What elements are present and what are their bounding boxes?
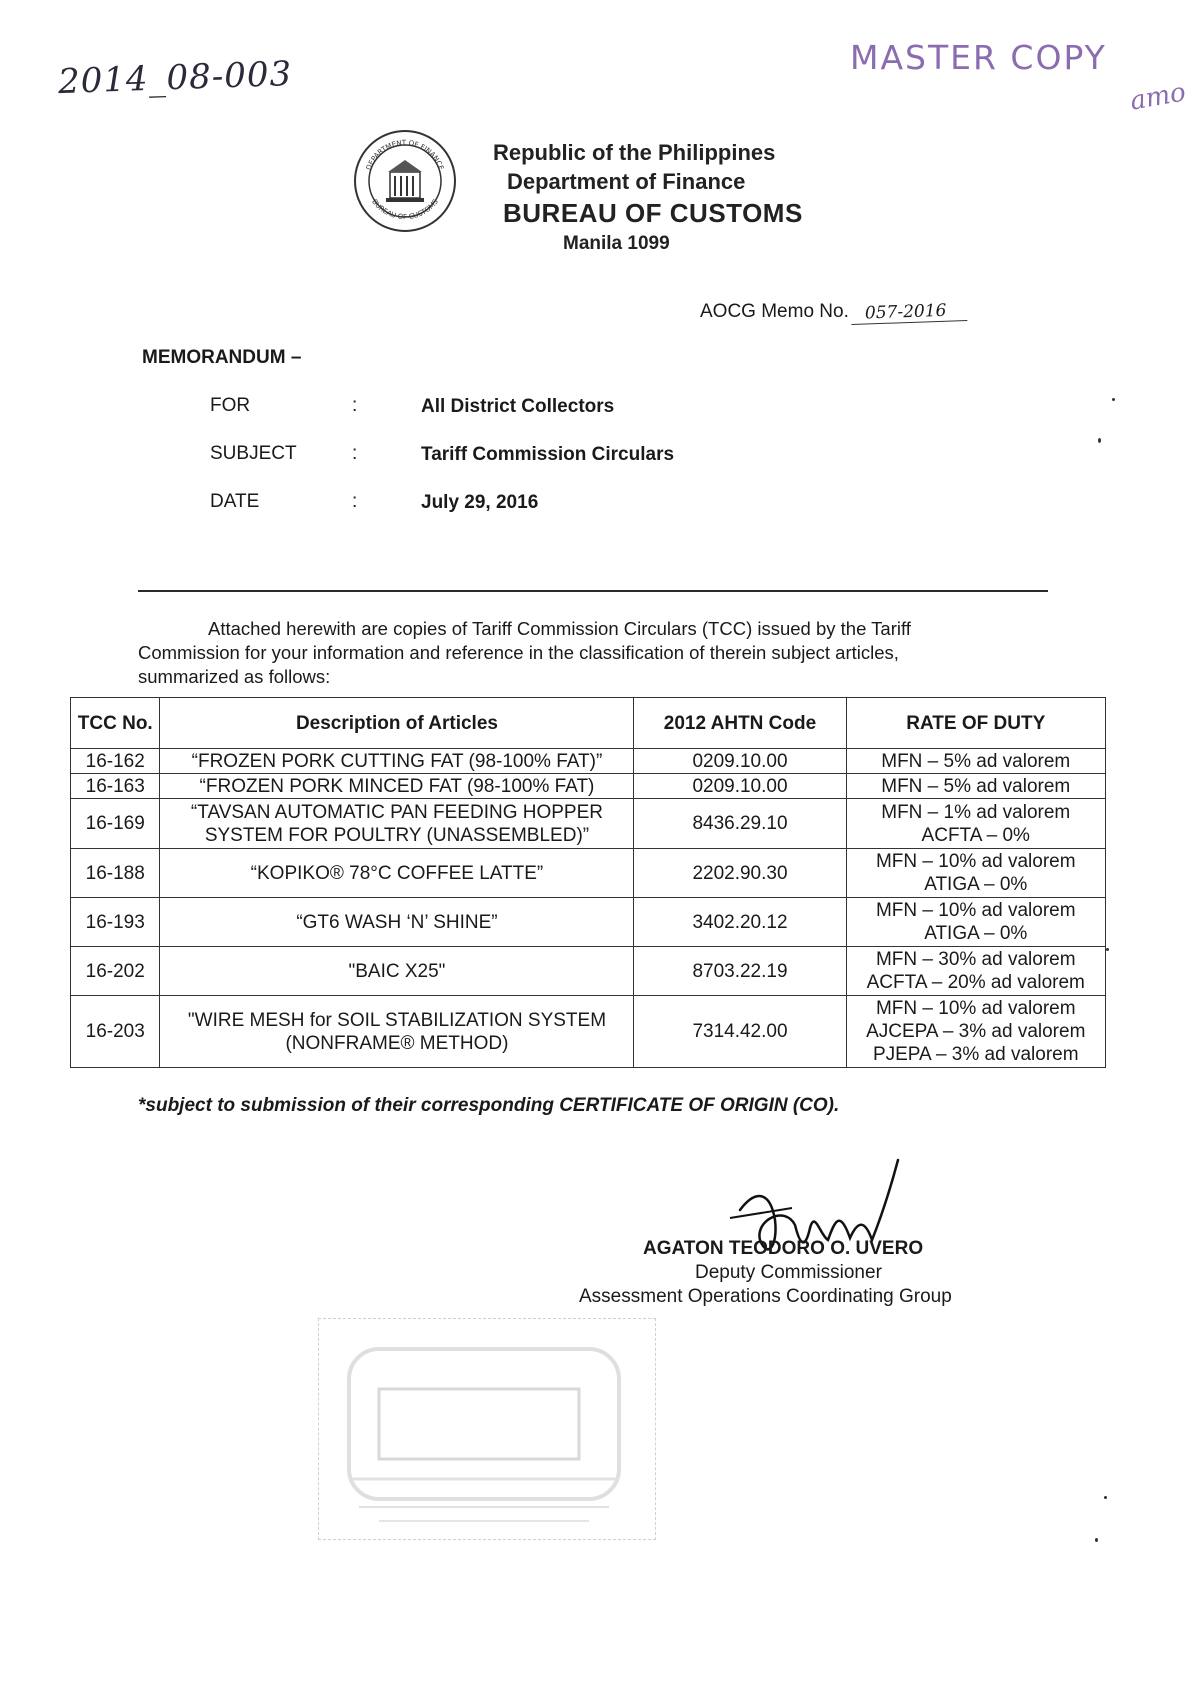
cell-description: "BAIC X25" bbox=[160, 947, 634, 996]
table-header-row bbox=[71, 698, 1106, 749]
scan-speck bbox=[1104, 1496, 1107, 1499]
memo-number-value: 057-2016 bbox=[851, 300, 968, 325]
cell-description: “FROZEN PORK CUTTING FAT (98-100% FAT)” bbox=[160, 749, 634, 774]
field-for-colon: : bbox=[352, 395, 358, 416]
cell-rate: MFN – 10% ad valorem AJCEPA – 3% ad valorem PJEPA – 3% ad valorem bbox=[846, 996, 1105, 1068]
cell-description: "WIRE MESH for SOIL STABILIZATION SYSTEM (NONFRAME® METHOD) bbox=[160, 996, 634, 1068]
seal-top-text: DEPARTMENT OF FINANCE bbox=[364, 138, 446, 172]
separator-rule bbox=[138, 590, 1048, 592]
signatory-name: AGATON TEODORO O. UVERO bbox=[643, 1238, 924, 1259]
cell-ahtn-code: 8703.22.19 bbox=[634, 947, 846, 996]
cell-rate: MFN – 10% ad valorem ATIGA – 0% bbox=[846, 849, 1105, 898]
scan-speck bbox=[1112, 398, 1115, 401]
master-copy-initials: amo bbox=[1127, 77, 1188, 117]
scan-speck bbox=[1106, 948, 1109, 951]
signatory-title: Deputy Commissioner bbox=[695, 1262, 882, 1283]
scan-speck bbox=[1095, 1538, 1098, 1542]
field-subject-value: Tariff Commission Circulars bbox=[421, 444, 675, 465]
field-subject-colon: : bbox=[352, 443, 358, 464]
cell-tcc-no: 16-193 bbox=[71, 898, 160, 947]
intro-line: summarized as follows: bbox=[138, 666, 331, 687]
cell-tcc-no: 16-188 bbox=[71, 849, 160, 898]
table-row bbox=[71, 799, 1106, 849]
cell-ahtn-code: 0209.10.00 bbox=[634, 774, 846, 799]
cell-tcc-no: 16-169 bbox=[71, 799, 160, 849]
field-for-value: All District Collectors bbox=[421, 396, 615, 417]
letterhead-city: Manila 1099 bbox=[563, 233, 670, 254]
header-rate-of-duty: RATE OF DUTY bbox=[846, 698, 1105, 749]
intro-line: Commission for your information and reference in the classification of therein subject articles, bbox=[138, 642, 899, 663]
cell-tcc-no: 16-203 bbox=[71, 996, 160, 1068]
bureau-seal-icon bbox=[352, 128, 458, 234]
seal-bottom-text: BUREAU OF CUSTOMS bbox=[370, 197, 440, 222]
cell-description: “GT6 WASH ‘N’ SHINE” bbox=[160, 898, 634, 947]
cell-rate: MFN – 5% ad valorem bbox=[846, 749, 1105, 774]
signatory-group: Assessment Operations Coordinating Group bbox=[579, 1286, 952, 1307]
field-date-value: July 29, 2016 bbox=[421, 492, 539, 513]
header-tcc-no: TCC No. bbox=[71, 698, 160, 749]
cell-ahtn-code: 7314.42.00 bbox=[634, 996, 846, 1068]
table-row bbox=[71, 996, 1106, 1068]
intro-line: Attached herewith are copies of Tariff Commission Circulars (TCC) issued by the Tariff bbox=[208, 618, 911, 639]
letterhead-department: Department of Finance bbox=[507, 169, 746, 194]
scan-speck bbox=[1098, 438, 1101, 443]
cell-rate: MFN – 1% ad valorem ACFTA – 0% bbox=[846, 799, 1105, 849]
memo-number-label: AOCG Memo No. bbox=[700, 301, 849, 322]
cell-rate: MFN – 30% ad valorem ACFTA – 20% ad valorem bbox=[846, 947, 1105, 996]
memo-number bbox=[700, 301, 967, 323]
letterhead bbox=[493, 140, 803, 255]
cell-rate: MFN – 5% ad valorem bbox=[846, 774, 1105, 799]
table-row bbox=[71, 898, 1106, 947]
master-copy-stamp: MASTER COPY bbox=[850, 38, 1107, 77]
field-date-label: DATE bbox=[210, 491, 260, 512]
intro-paragraph bbox=[138, 617, 1008, 689]
cell-ahtn-code: 0209.10.00 bbox=[634, 749, 846, 774]
memorandum-label: MEMORANDUM – bbox=[142, 347, 302, 368]
cell-description: “FROZEN PORK MINCED FAT (98-100% FAT) bbox=[160, 774, 634, 799]
letterhead-bureau: BUREAU OF CUSTOMS bbox=[503, 198, 803, 228]
table-row bbox=[71, 947, 1106, 996]
letterhead-republic: Republic of the Philippines bbox=[493, 140, 776, 165]
table-row bbox=[71, 849, 1106, 898]
cell-tcc-no: 16-162 bbox=[71, 749, 160, 774]
cell-ahtn-code: 2202.90.30 bbox=[634, 849, 846, 898]
cell-ahtn-code: 3402.20.12 bbox=[634, 898, 846, 947]
footnote: *subject to submission of their corresponding CERTIFICATE OF ORIGIN (CO). bbox=[138, 1095, 840, 1116]
field-for-label: FOR bbox=[210, 395, 251, 416]
header-description: Description of Articles bbox=[160, 698, 634, 749]
cell-rate: MFN – 10% ad valorem ATIGA – 0% bbox=[846, 898, 1105, 947]
table-row bbox=[71, 774, 1106, 799]
handwritten-reference: 2014_08-003 bbox=[57, 53, 293, 103]
cell-description: “TAVSAN AUTOMATIC PAN FEEDING HOPPER SYSTEM FOR POULTRY (UNASSEMBLED)” bbox=[160, 799, 634, 849]
field-subject-label: SUBJECT bbox=[210, 443, 297, 464]
cell-tcc-no: 16-202 bbox=[71, 947, 160, 996]
table-row bbox=[71, 749, 1106, 774]
faded-receipt-stamp bbox=[318, 1318, 656, 1540]
cell-description: “KOPIKO® 78°C COFFEE LATTE” bbox=[160, 849, 634, 898]
cell-tcc-no: 16-163 bbox=[71, 774, 160, 799]
header-ahtn-code: 2012 AHTN Code bbox=[634, 698, 846, 749]
tariff-table bbox=[70, 697, 1106, 1068]
cell-ahtn-code: 8436.29.10 bbox=[634, 799, 846, 849]
field-date-colon: : bbox=[352, 491, 358, 512]
